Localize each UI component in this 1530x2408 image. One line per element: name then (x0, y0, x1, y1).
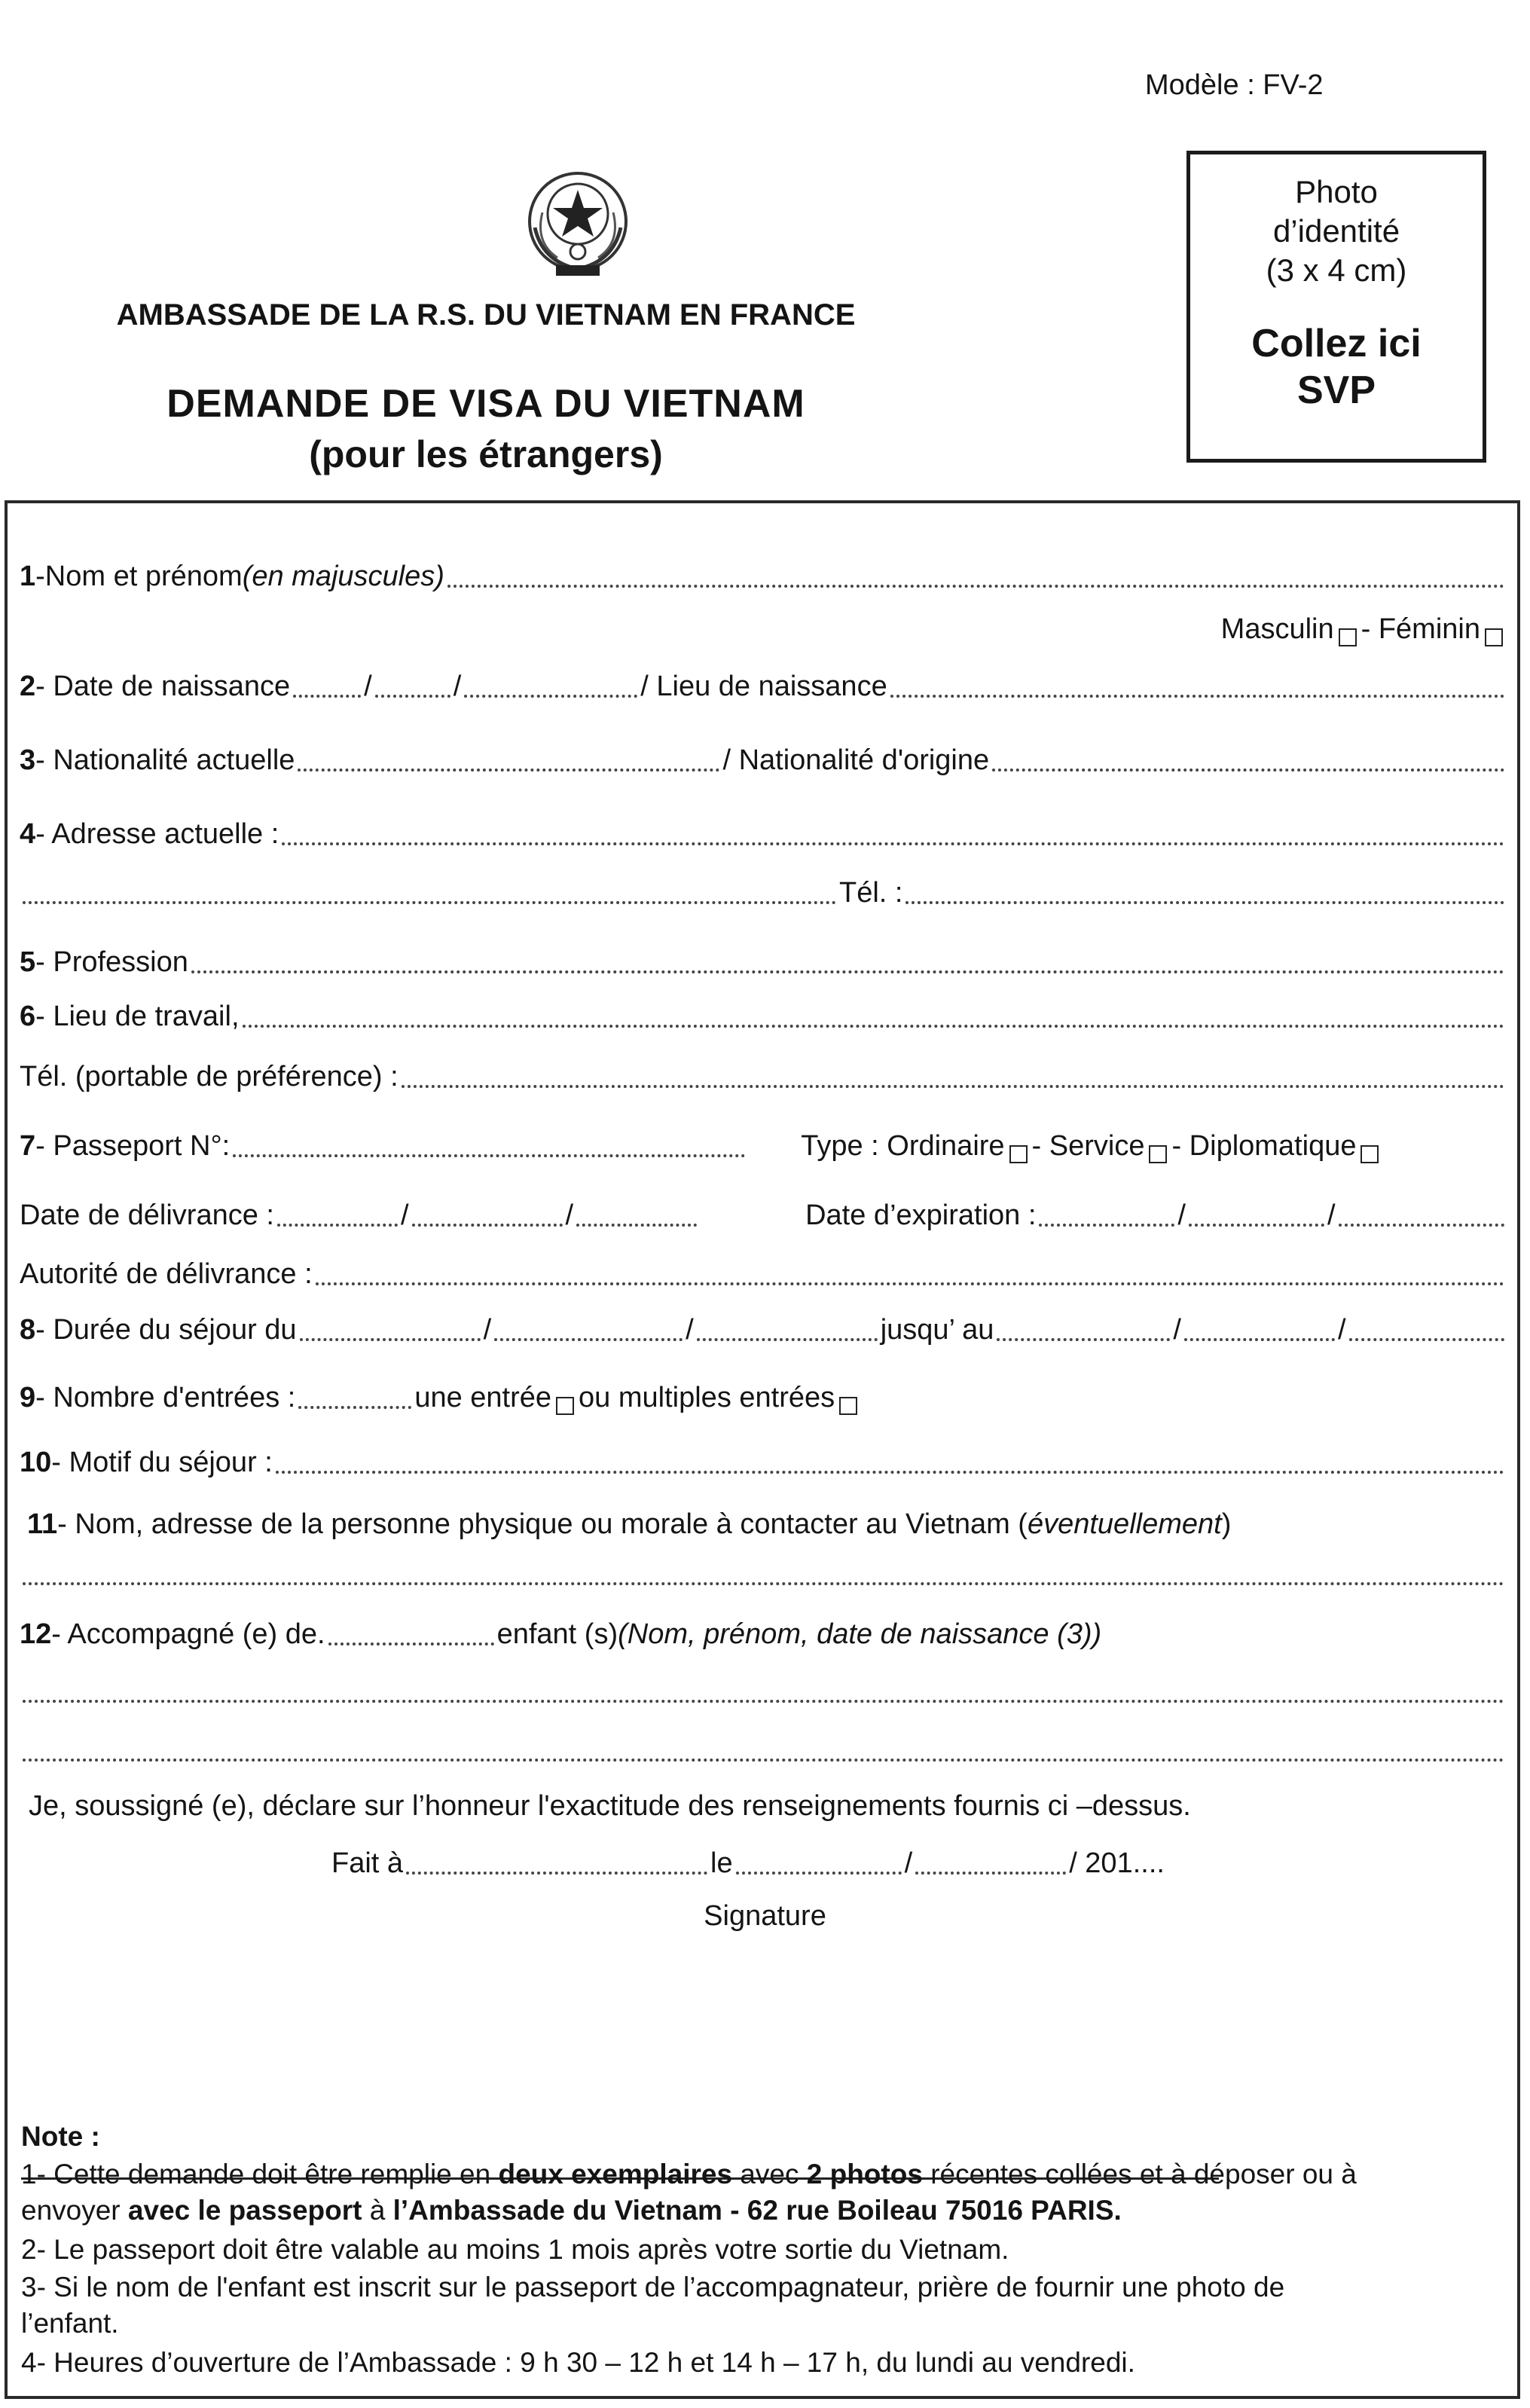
field-stay-duration-row: 8 - Durée du séjour du / / jusqu’ au / / (20, 1312, 1507, 1347)
embassy-name: AMBASSADE DE LA R.S. DU VIETNAM EN FRANCE (116, 298, 856, 332)
passport-authority-row: Autorité de délivrance : (20, 1257, 1507, 1291)
field-workplace-row: 6 - Lieu de travail, (20, 999, 1507, 1034)
address-line2-input[interactable] (23, 901, 836, 904)
gender-female-checkbox[interactable] (1485, 628, 1503, 646)
origin-nationality-input[interactable] (992, 769, 1504, 772)
children-count-input[interactable] (328, 1643, 494, 1646)
date-month-input[interactable] (915, 1872, 1066, 1875)
current-nationality-input[interactable] (298, 769, 719, 772)
address-input[interactable] (282, 842, 1504, 845)
work-tel-row: Tél. (portable de préférence) : (20, 1059, 1507, 1094)
passport-number-input[interactable] (233, 1154, 745, 1157)
note-1: 1- Cette demande doit être remplie en deux exemplaires avec 2 photos récentes collées et à déposer ou à envoyer avec le passeport à l’Ambassade du Vietnam - 62 rue Boileau 75016 PARIS. (21, 2159, 1357, 2226)
signature-label: Signature (704, 1900, 826, 1932)
name-input[interactable] (447, 585, 1504, 588)
children-line2-row (20, 1733, 1507, 1768)
page-subtitle: (pour les étrangers) (309, 433, 663, 475)
issue-day-input[interactable] (277, 1224, 398, 1227)
place-date-row: Fait à le / / 201.... (331, 1847, 1165, 1879)
form-model-code: Modèle : FV-2 (1145, 69, 1324, 101)
birth-place-input[interactable] (890, 695, 1504, 698)
contact-line-row (20, 1557, 1507, 1591)
date-day-input[interactable] (736, 1872, 902, 1875)
passport-dates-row: Date de délivrance : / / Date d’expiration : / / (20, 1198, 1507, 1233)
purpose-input[interactable] (276, 1471, 1504, 1474)
workplace-input[interactable] (243, 1025, 1504, 1028)
photo-paste-instruction: Collez ici SVP (1251, 322, 1422, 412)
passport-diplomatic-checkbox[interactable] (1361, 1145, 1379, 1163)
page-title: DEMANDE DE VISA DU VIETNAM (166, 382, 805, 426)
stay-to-month-input[interactable] (1184, 1338, 1335, 1341)
entries-count-input[interactable] (298, 1406, 411, 1409)
stay-from-year-input[interactable] (697, 1338, 878, 1341)
note-4: 4- Heures d’ouverture de l’Ambassade : 9 h 30 – 12 h et 14 h – 17 h, du lundi au vendredi. (21, 2347, 1135, 2378)
gender-row: Masculin - Féminin (20, 612, 1507, 646)
stay-from-month-input[interactable] (494, 1338, 683, 1341)
photo-box[interactable] (1186, 151, 1486, 463)
single-entry-checkbox[interactable] (556, 1397, 574, 1415)
field-contact-row: 11 - Nom, adresse de la personne physique ou morale à contacter au Vietnam ( éventuellement ) (27, 1508, 1232, 1540)
photo-label: Photo d’identité (3 x 4 cm) (1266, 174, 1407, 288)
issuing-authority-input[interactable] (316, 1282, 1504, 1285)
declaration: Je, soussigné (e), déclare sur l’honneur l'exactitude des renseignements fournis ci –dessus. (29, 1790, 1191, 1822)
passport-ordinary-checkbox[interactable] (1009, 1145, 1028, 1163)
field-purpose-row: 10 - Motif du séjour : (20, 1445, 1507, 1480)
passport-service-checkbox[interactable] (1149, 1145, 1167, 1163)
work-tel-input[interactable] (402, 1085, 1504, 1088)
birth-day-input[interactable] (293, 695, 361, 698)
expiry-year-input[interactable] (1339, 1224, 1504, 1227)
stay-from-day-input[interactable] (300, 1338, 481, 1341)
field-profession-row: 5 - Profession (20, 945, 1507, 979)
stay-to-year-input[interactable] (1349, 1338, 1504, 1341)
gender-male-checkbox[interactable] (1339, 628, 1357, 646)
birth-year-input[interactable] (464, 695, 637, 698)
children-details-input-1[interactable] (23, 1700, 1504, 1703)
contact-input[interactable] (23, 1582, 1504, 1585)
multiple-entries-checkbox[interactable] (839, 1397, 857, 1415)
field-children-row: 12 - Accompagné (e) de. enfant (s) (Nom, prénom, date de naissance (3)) (20, 1618, 1102, 1650)
children-line1-row (20, 1674, 1507, 1709)
notes-heading: Note : (21, 2121, 100, 2152)
profession-input[interactable] (191, 970, 1504, 973)
address-tel-input[interactable] (905, 901, 1504, 904)
stay-to-day-input[interactable] (997, 1338, 1170, 1341)
field-nationality-row: 3 - Nationalité actuelle / Nationalité d'origine (20, 743, 1507, 778)
field-address-row: 4 - Adresse actuelle : (20, 817, 1507, 851)
field-passport-row: 7 - Passeport N°: Type : Ordinaire - Service - Diplomatique (20, 1129, 1507, 1163)
expiry-day-input[interactable] (1039, 1224, 1174, 1227)
note-3: 3- Si le nom de l'enfant est inscrit sur le passeport de l’accompagnateur, prière de fournir une photo de l’enfant. (21, 2272, 1285, 2339)
children-details-input-2[interactable] (23, 1759, 1504, 1762)
field-birth-row: 2 - Date de naissance / / / Lieu de naissance (20, 669, 1507, 704)
issue-month-input[interactable] (412, 1224, 563, 1227)
address-tel-row: Tél. : (20, 875, 1507, 910)
birth-month-input[interactable] (375, 695, 450, 698)
place-input[interactable] (406, 1872, 707, 1875)
note-2: 2- Le passeport doit être valable au moins 1 mois après votre sortie du Vietnam. (21, 2234, 1009, 2265)
issue-year-input[interactable] (576, 1224, 697, 1227)
vietnam-emblem-icon (520, 167, 637, 286)
field-entries-row: 9 - Nombre d'entrées : une entrée ou multiples entrées (20, 1380, 1507, 1415)
field-name-row: 1 -Nom et prénom (en majuscules) (20, 559, 1507, 594)
expiry-month-input[interactable] (1189, 1224, 1324, 1227)
